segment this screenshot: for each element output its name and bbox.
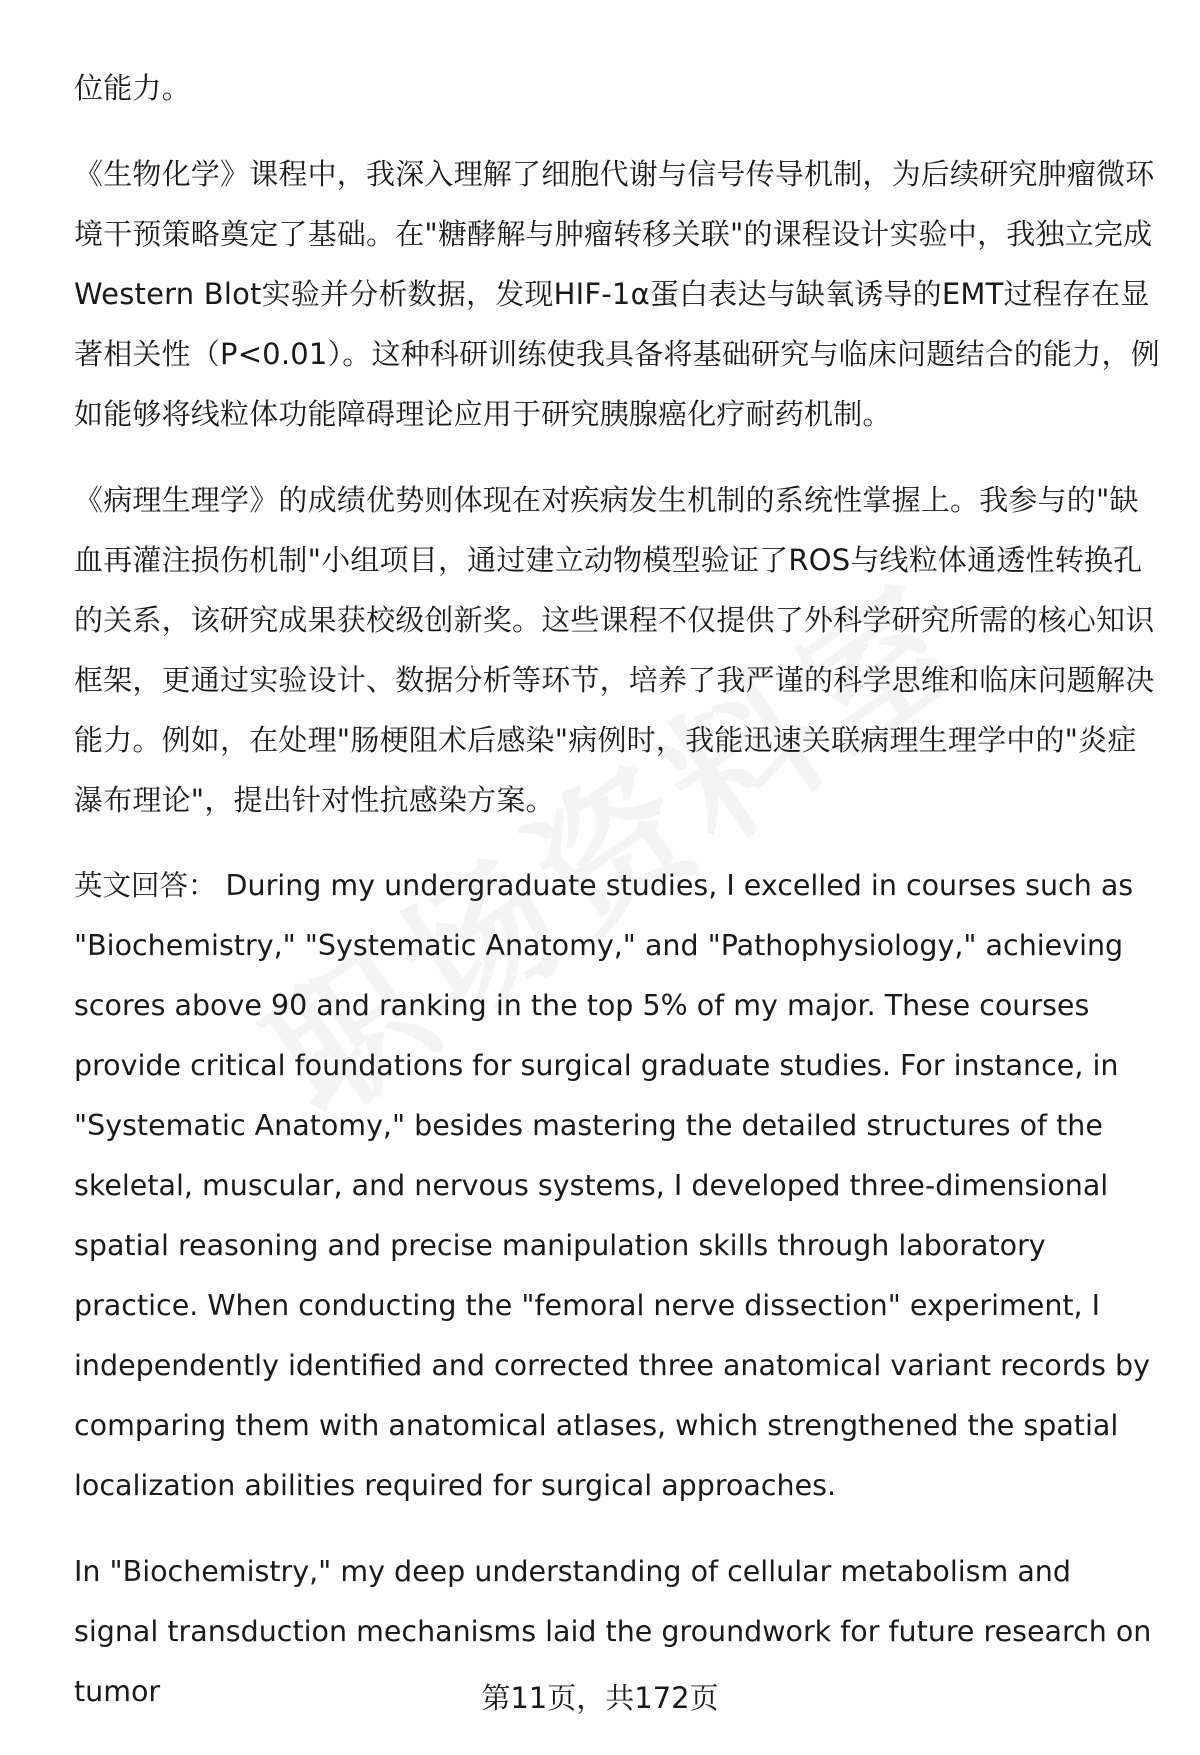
page-footer: 第11页，共172页 xyxy=(481,1681,719,1715)
paragraph-5: In "Biochemistry," my deep understanding of cellular metabolism and signal transduction mechanisms laid the groundwork for future research on tumor xyxy=(74,1555,1152,1708)
paragraph-4: 英文回答： During my undergraduate studies, I excelled in courses such as "Biochemistry," "Systematic Anatomy," and "Pathophysiology," achieving scores above 90 and ranking in the top 5% of my major. These courses provide critical foundations for surgical graduate studies. For instance, in "Systematic Anatomy," besides mastering the detailed structures of the skeletal, muscular, and nervous systems, I developed three-dimensional spatial reasoning and precise manipulation skills through laboratory practice. When conducting the "femoral nerve dissection" experiment, I independently identified and corrected three anatomical variant records by comparing them with anatomical atlases, which strengthened the spatial localization abilities required for surgical approaches. xyxy=(74,869,1150,1502)
document-body xyxy=(74,58,1164,1722)
paragraph-2: 《生物化学》课程中，我深入理解了细胞代谢与信号传导机制，为后续研究肿瘤微环境干预策略奠定了基础。在"糖酵解与肿瘤转移关联"的课程设计实验中，我独立完成Western Blot实验并分析数据，发现HIF-1α蛋白表达与缺氧诱导的EMT过程存在显著相关性（P<0.01）。这种科研训练使我具备将基础研究与临床问题结合的能力，例如能够将线粒体功能障碍理论应用于研究胰腺癌化疗耐药机制。 xyxy=(74,157,1160,431)
paragraph-1: 位能力。 xyxy=(74,71,191,105)
paragraph-3: 《病理生理学》的成绩优势则体现在对疾病发生机制的系统性掌握上。我参与的"缺血再灌注损伤机制"小组项目，通过建立动物模型验证了ROS与线粒体通透性转换孔的关系，该研究成果获校级创新奖。这些课程不仅提供了外科学研究所需的核心知识框架，更通过实验设计、数据分析等环节，培养了我严谨的科学思维和临床问题解决能力。例如，在处理"肠梗阻术后感染"病例时，我能迅速关联病理生理学中的"炎症瀑布理论"，提出针对性抗感染方案。 xyxy=(74,483,1155,817)
